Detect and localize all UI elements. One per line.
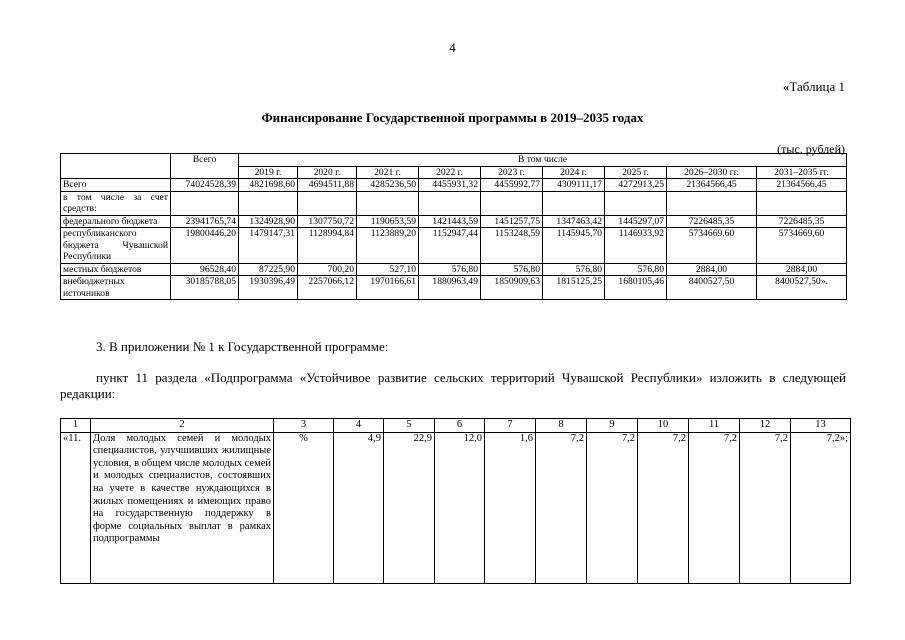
table-title: Финансирование Государственной программы в 2019–2035 годах (261, 110, 644, 125)
paragraph-point-11: пункт 11 раздела «Подпрограмма «Устойчивое развитие сельских территорий Чувашской Республики» изложить в следующей редакции: (60, 370, 846, 402)
row-value: 1307750,72 (298, 215, 357, 228)
row-value: 1970166,61 (357, 276, 419, 300)
table-label: «Таблица 1 (782, 79, 845, 94)
row-value: 4821698,60 (239, 179, 298, 192)
table-row (61, 432, 851, 583)
column-number: 11 (689, 419, 740, 433)
row-label: в том числе за счет средств: (61, 191, 171, 215)
row-value: 21364566,45 (757, 179, 847, 192)
row-value (543, 191, 605, 215)
table-row (61, 276, 847, 300)
table-row (61, 179, 847, 192)
indicator-value: 4,9 (334, 432, 384, 583)
indicator-value: 7,2»; (791, 432, 851, 583)
row-total: 19800446,20 (171, 228, 239, 264)
row-value: 5734669,60 (667, 228, 757, 264)
row-value: 1445297,07 (605, 215, 667, 228)
column-number: 4 (334, 419, 384, 433)
row-total: 96528,40 (171, 263, 239, 276)
indicator-value: 7,2 (638, 432, 689, 583)
header-year: 2021 г. (357, 166, 419, 179)
row-value: 1152947,44 (419, 228, 481, 264)
table-row (61, 215, 847, 228)
header-incl: В том числе (239, 154, 847, 167)
column-number: 5 (384, 419, 435, 433)
table-row (61, 191, 847, 215)
row-label: Всего (61, 179, 171, 192)
column-number: 1 (61, 419, 91, 433)
row-value: 7226485,35 (667, 215, 757, 228)
row-value (757, 191, 847, 215)
header-year: 2026–2030 гг. (667, 166, 757, 179)
row-value: 8400527,50». (757, 276, 847, 300)
row-value (239, 191, 298, 215)
row-value: 4272913,25 (605, 179, 667, 192)
row-value (605, 191, 667, 215)
header-cell (61, 154, 171, 179)
indicator-value: 1,6 (485, 432, 536, 583)
row-value: 1421443,59 (419, 215, 481, 228)
row-value (481, 191, 543, 215)
row-label: республиканского бюджета Чувашской Республики (61, 228, 171, 264)
row-value: 21364566,45 (667, 179, 757, 192)
row-value: 2884,00 (757, 263, 847, 276)
row-value: 576,80 (543, 263, 605, 276)
row-value: 2884,00 (667, 263, 757, 276)
row-value: 1128994,84 (298, 228, 357, 264)
indicator-text: Доля молодых семей и молодых специалистов, улучшивших жилищные условия, в общем числе молодых семей и молодых специалистов, состоявших на учете в качестве нуждающихся в жилых помещениях и имеющих право на государственную поддержку в форме социальных выплат в рамках подпрограммы (91, 432, 274, 583)
table-row (61, 263, 847, 276)
row-value: 1153248,59 (481, 228, 543, 264)
column-number: 6 (435, 419, 485, 433)
indicator-value: 22,9 (384, 432, 435, 583)
indicator-value: 7,2 (536, 432, 587, 583)
row-value: 5734669,60 (757, 228, 847, 264)
row-value: 2257066,12 (298, 276, 357, 300)
column-number: 9 (587, 419, 638, 433)
row-value: 1324928,90 (239, 215, 298, 228)
row-value: 1123889,20 (357, 228, 419, 264)
indicator-unit: % (274, 432, 334, 583)
row-value: 4309111,17 (543, 179, 605, 192)
column-number: 10 (638, 419, 689, 433)
paragraph-appendix: 3. В приложении № 1 к Государственной программе: (96, 339, 389, 354)
row-value: 576,80 (481, 263, 543, 276)
row-value: 1880963,49 (419, 276, 481, 300)
column-number: 8 (536, 419, 587, 433)
column-number: 3 (274, 419, 334, 433)
column-number: 13 (791, 419, 851, 433)
row-label: внебюджетных источников (61, 276, 171, 300)
unit-label: (тыс. рублей) (777, 142, 845, 156)
row-value: 4694511,88 (298, 179, 357, 192)
row-value (419, 191, 481, 215)
row-total: 74024528,39 (171, 179, 239, 192)
row-value: 4285236,50 (357, 179, 419, 192)
row-value: 8400527,50 (667, 276, 757, 300)
row-value (667, 191, 757, 215)
row-value: 1146933,92 (605, 228, 667, 264)
header-year: 2031–2035 гг. (757, 166, 847, 179)
column-number: 7 (485, 419, 536, 433)
indicator-value: 7,2 (689, 432, 740, 583)
row-label: местных бюджетов (61, 263, 171, 276)
indicator-table (60, 418, 851, 584)
row-value: 1145945,70 (543, 228, 605, 264)
header-year: 2022 г. (419, 166, 481, 179)
row-value: 4455931,32 (419, 179, 481, 192)
row-value: 4455992,77 (481, 179, 543, 192)
header-year: 2019 г. (239, 166, 298, 179)
header-year: 2023 г. (481, 166, 543, 179)
row-total (171, 191, 239, 215)
header-total: Всего (171, 154, 239, 179)
column-number: 2 (91, 419, 274, 433)
row-value: 1479147,31 (239, 228, 298, 264)
row-value: 1815125,25 (543, 276, 605, 300)
indicator-value: 7,2 (740, 432, 791, 583)
row-total: 23941765,74 (171, 215, 239, 228)
table-row (61, 228, 847, 264)
row-value (357, 191, 419, 215)
indicator-value: 12,0 (435, 432, 485, 583)
header-year: 2020 г. (298, 166, 357, 179)
row-value: 576,80 (605, 263, 667, 276)
row-value: 1850909,63 (481, 276, 543, 300)
indicator-number: «11. (61, 432, 91, 583)
indicator-value: 7,2 (587, 432, 638, 583)
row-value: 1930396,49 (239, 276, 298, 300)
header-year: 2024 г. (543, 166, 605, 179)
row-value: 576,80 (419, 263, 481, 276)
row-value: 7226485,35 (757, 215, 847, 228)
row-value: 1347463,42 (543, 215, 605, 228)
row-total: 30185788,05 (171, 276, 239, 300)
row-value: 1680105,46 (605, 276, 667, 300)
row-value: 527,10 (357, 263, 419, 276)
row-value: 1451257,75 (481, 215, 543, 228)
header-year: 2025 г. (605, 166, 667, 179)
row-label: федерального бюджета (61, 215, 171, 228)
financing-table (60, 153, 847, 300)
page-number: 4 (449, 40, 456, 55)
row-value: 700,20 (298, 263, 357, 276)
row-value: 87225,90 (239, 263, 298, 276)
row-value: 1190653,59 (357, 215, 419, 228)
column-number: 12 (740, 419, 791, 433)
row-value (298, 191, 357, 215)
